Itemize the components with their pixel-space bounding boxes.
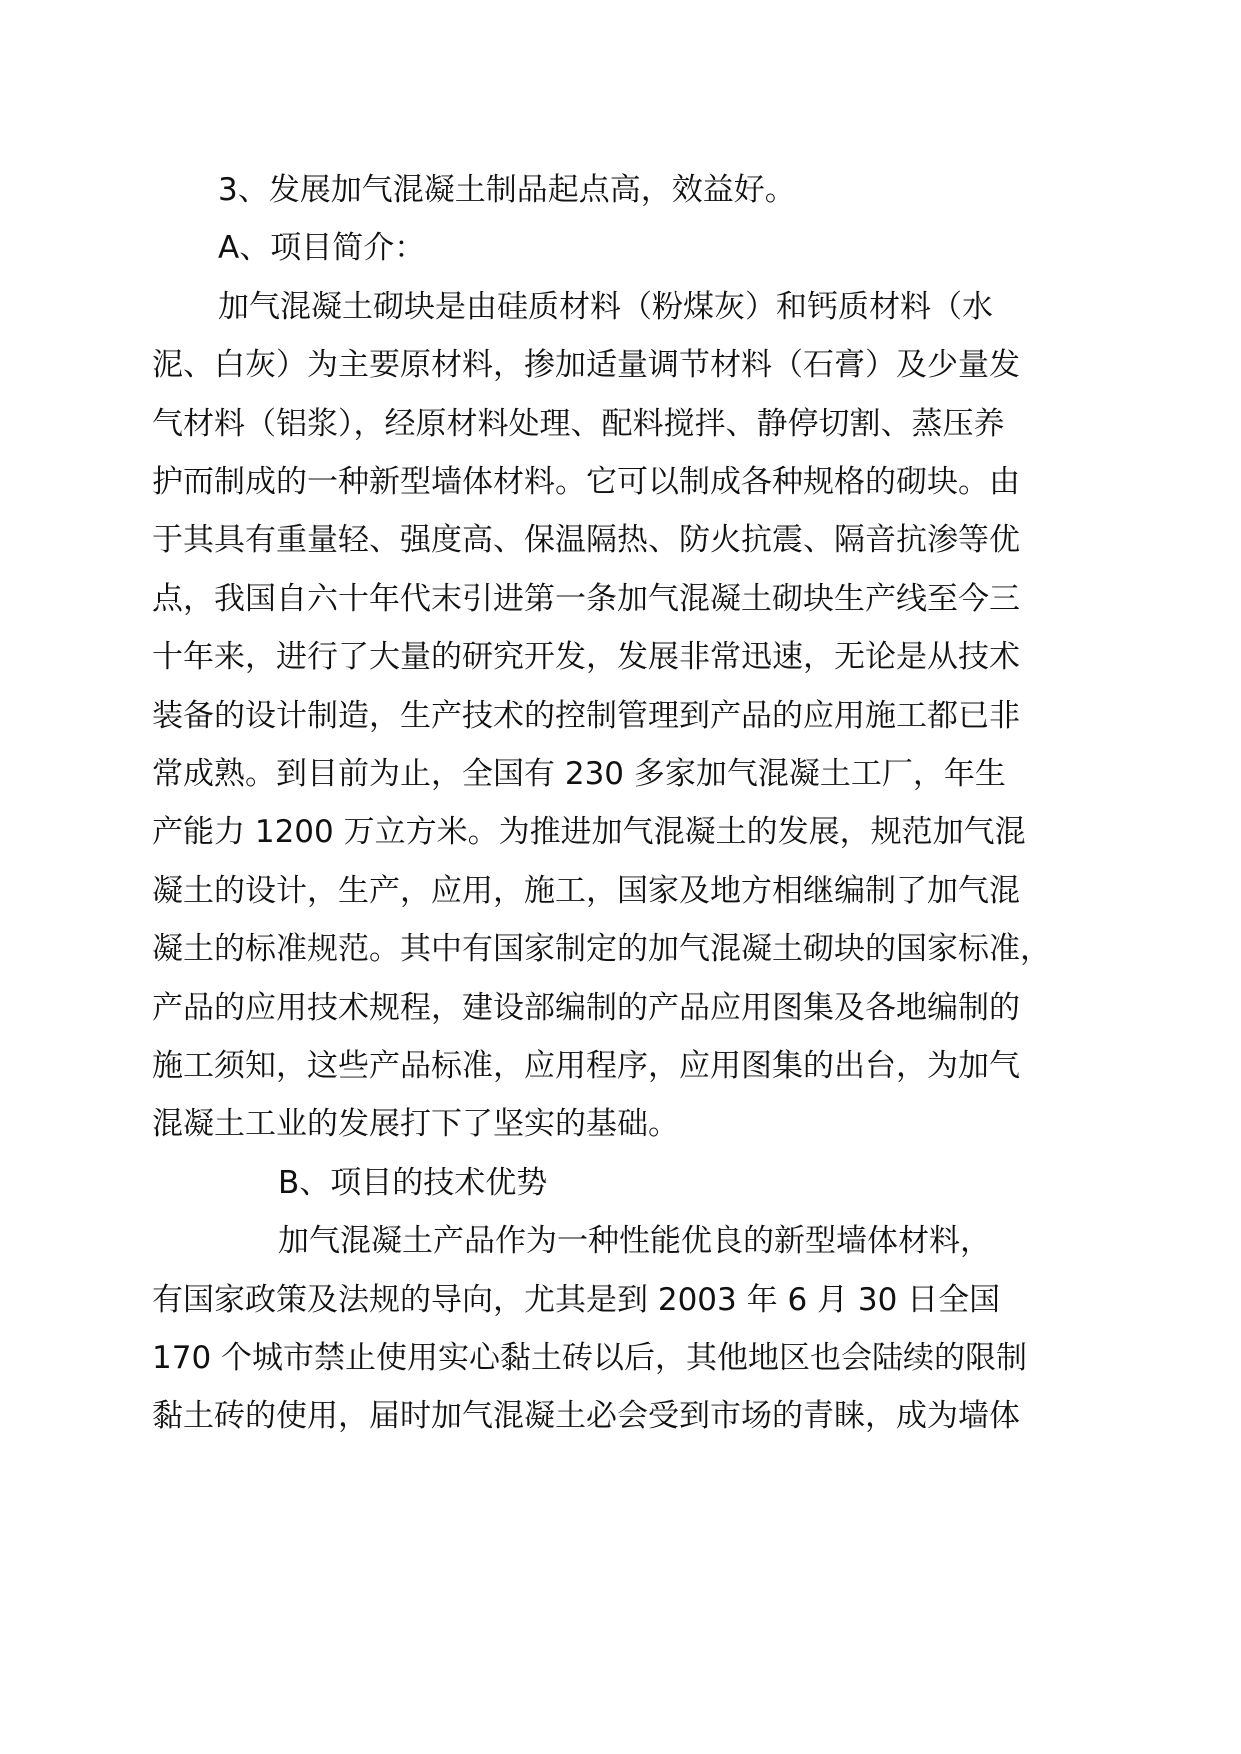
- paragraph-line: 泥、白灰）为主要原材料，掺加适量调节材料（石膏）及少量发: [152, 347, 1020, 383]
- paragraph-line-heading-a: A、项目简介：: [218, 230, 426, 266]
- paragraph-line: 护而制成的一种新型墙体材料。它可以制成各种规格的砌块。由: [152, 464, 1020, 500]
- paragraph-line: 170 个城市禁止使用实心黏土砖以后，其他地区也会陆续的限制: [152, 1340, 1028, 1376]
- paragraph-line: 气材料（铝浆），经原材料处理、配料搅拌、静停切割、蒸压养: [152, 406, 1005, 442]
- paragraph-line: 点，我国自六十年代末引进第一条加气混凝土砌块生产线至今三: [152, 581, 1020, 617]
- paragraph-line: 常成熟。到目前为止，全国有 230 多家加气混凝土工厂，年生: [152, 756, 1006, 792]
- paragraph-line: 于其具有重量轻、强度高、保温隔热、防火抗震、隔音抗渗等优: [152, 522, 1020, 558]
- paragraph-line-heading-3: 3、发展加气混凝土制品起点高，效益好。: [218, 172, 796, 208]
- paragraph-line: 装备的设计制造，生产技术的控制管理到产品的应用施工都已非: [152, 698, 1020, 734]
- paragraph-line: 十年来，进行了大量的研究开发，发展非常迅速，无论是从技术: [152, 639, 1020, 675]
- paragraph-line: 凝土的标准规范。其中有国家制定的加气混凝土砌块的国家标准，: [152, 931, 1051, 967]
- paragraph-line: 产品的应用技术规程，建设部编制的产品应用图集及各地编制的: [152, 990, 1020, 1026]
- paragraph-line: 混凝土工业的发展打下了坚实的基础。: [152, 1106, 679, 1142]
- paragraph-line: 凝土的设计，生产，应用，施工，国家及地方相继编制了加气混: [152, 873, 1020, 909]
- paragraph-line: 加气混凝土产品作为一种性能优良的新型墙体材料，: [278, 1223, 991, 1259]
- paragraph-line: 加气混凝土砌块是由硅质材料（粉煤灰）和钙质材料（水: [218, 289, 993, 325]
- paragraph-line: 产能力 1200 万立方米。为推进加气混凝土的发展，规范加气混: [152, 814, 1026, 850]
- paragraph-line: 施工须知，这些产品标准，应用程序，应用图集的出台，为加气: [152, 1048, 1020, 1084]
- paragraph-line: 有国家政策及法规的导向，尤其是到 2003 年 6 月 30 日全国: [152, 1282, 1001, 1318]
- paragraph-line: 黏土砖的使用，届时加气混凝土必会受到市场的青睐，成为墙体: [152, 1398, 1020, 1434]
- paragraph-line-heading-b: B、项目的技术优势: [278, 1165, 548, 1201]
